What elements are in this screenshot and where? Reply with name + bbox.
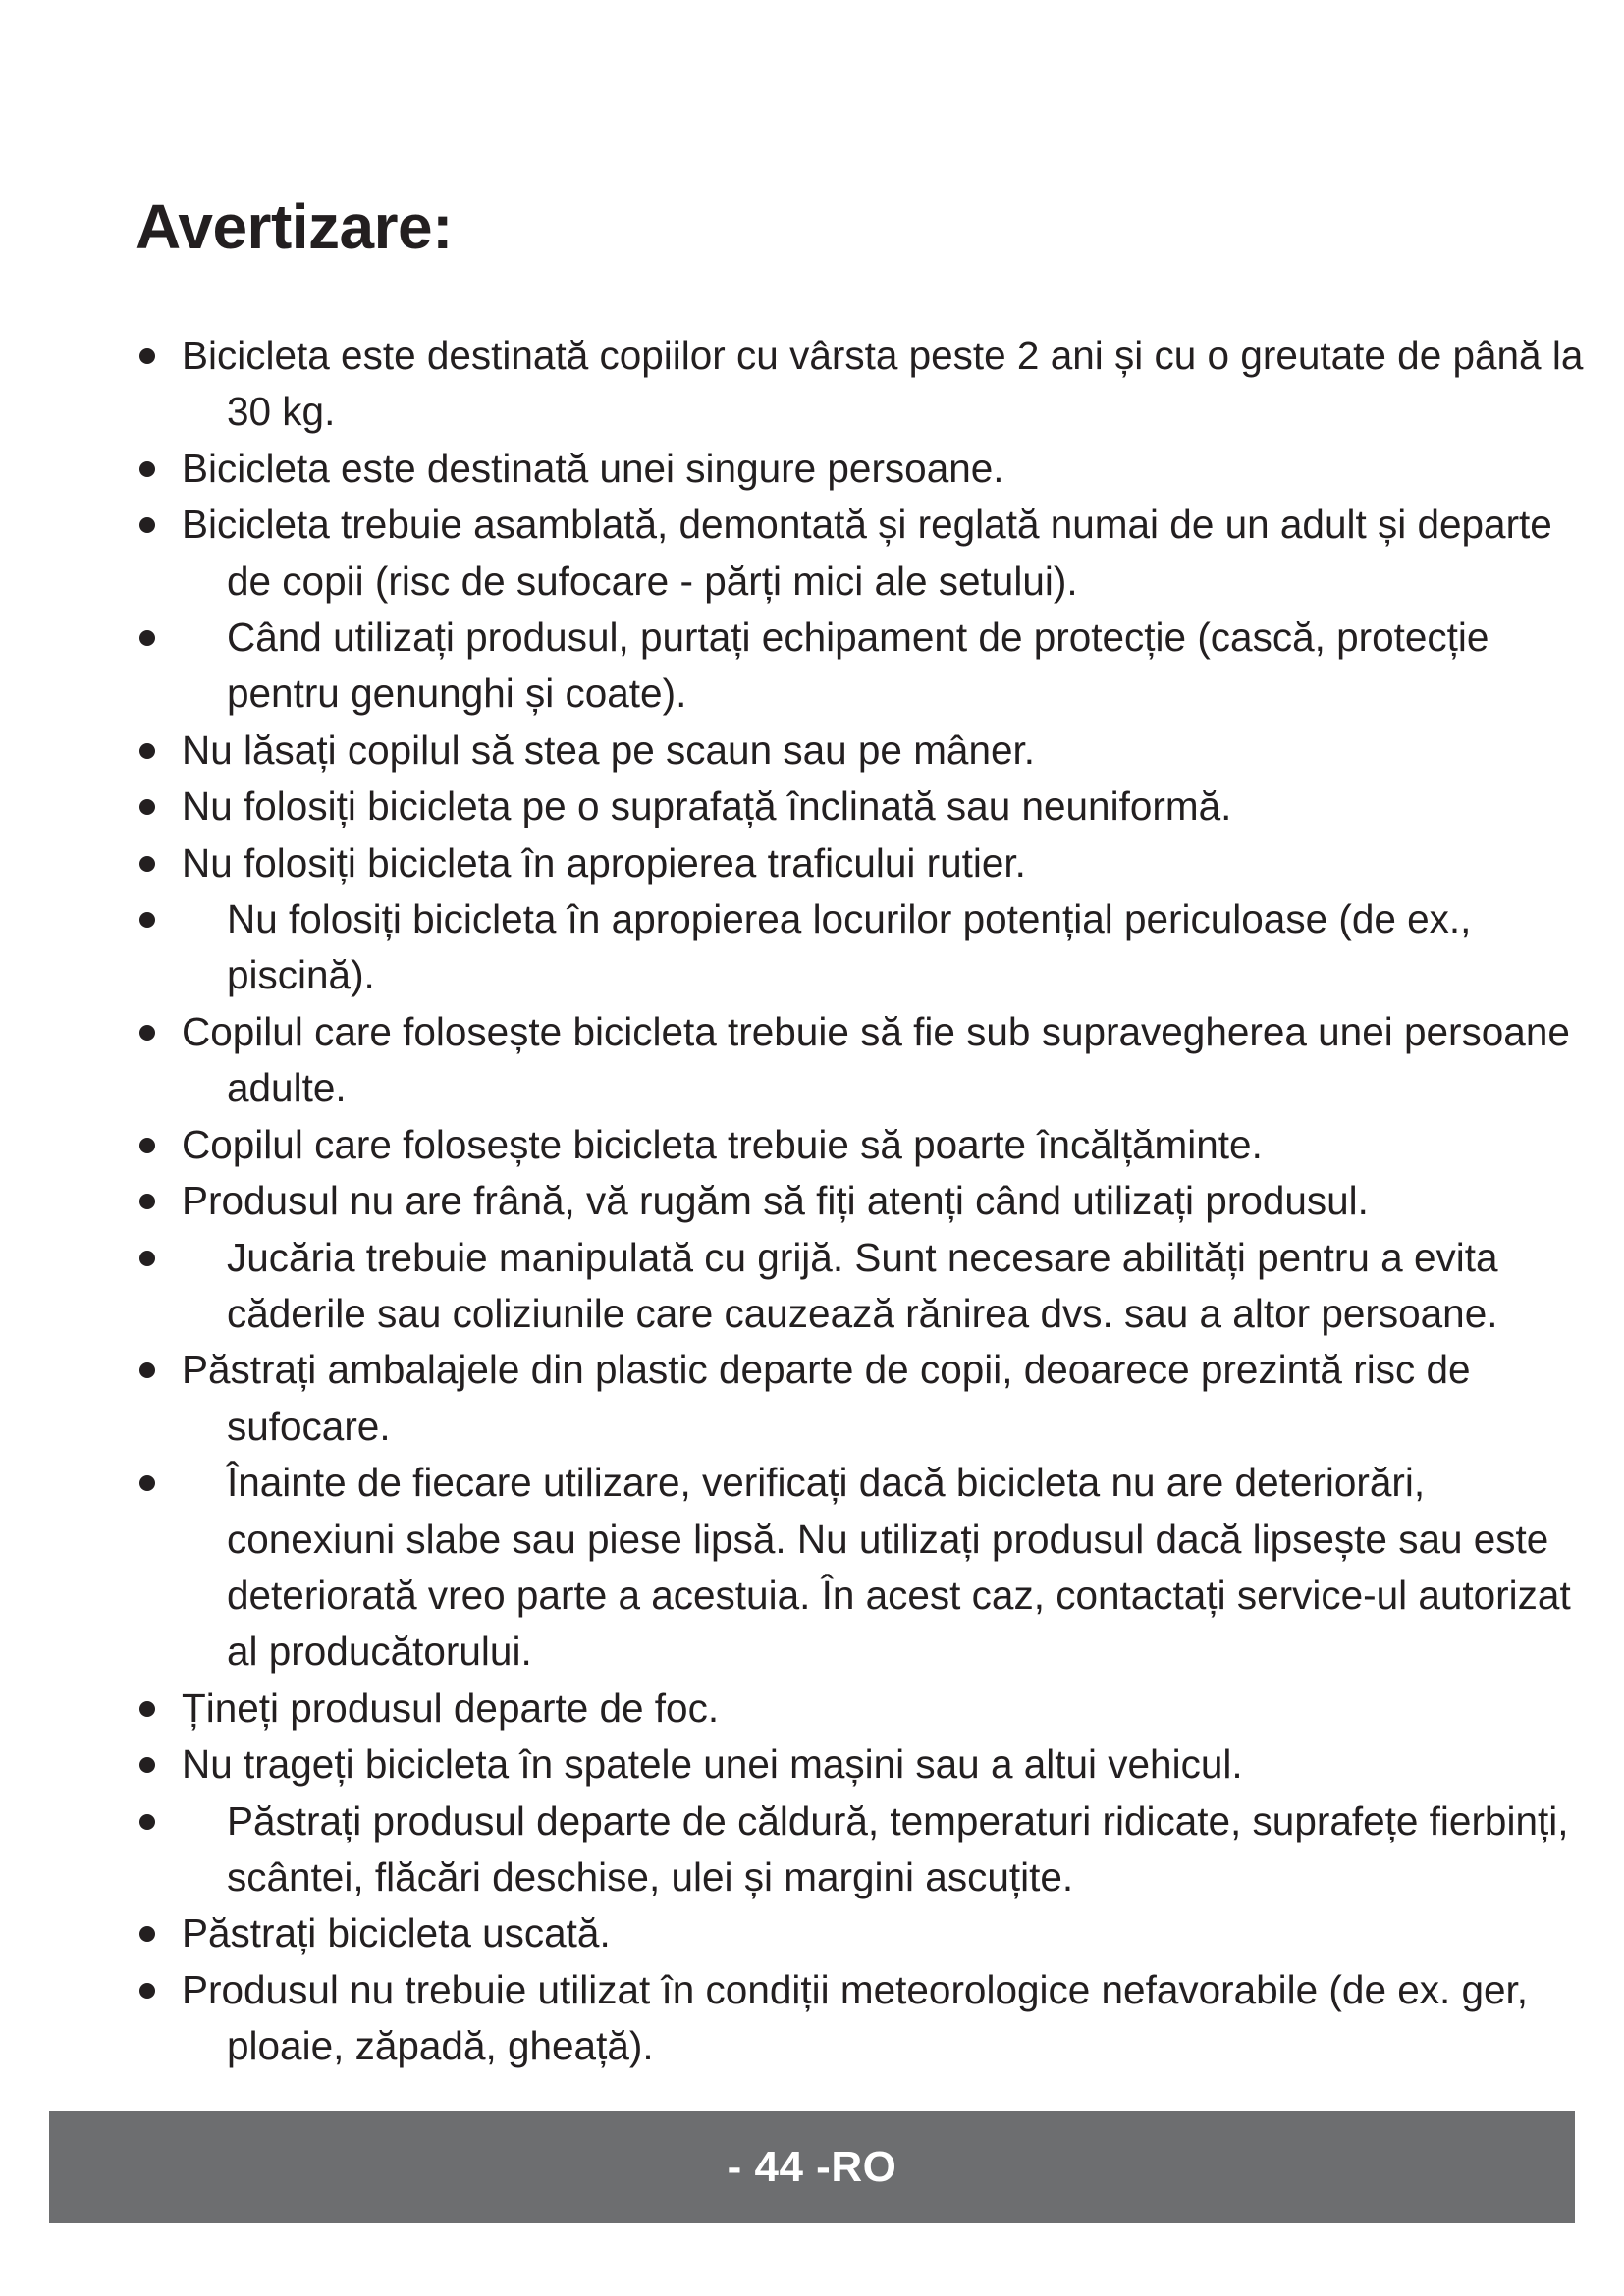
bullet-icon	[139, 1194, 155, 1209]
list-item	[135, 1230, 1589, 1343]
bullet-icon	[139, 630, 155, 646]
list-item	[135, 1736, 1589, 1792]
page-number: - 44 -RO	[727, 2143, 897, 2191]
list-item-text: Bicicleta este destinată copiilor cu vârsta peste 2 ani și cu o greutate de până la 30 kg.	[182, 333, 1584, 435]
list-item	[135, 328, 1589, 441]
list-item	[135, 835, 1589, 891]
list-item	[135, 1793, 1589, 1906]
list-item	[135, 1962, 1589, 2075]
bullet-icon	[139, 1983, 155, 1999]
bullet-icon	[139, 348, 155, 364]
bullet-icon	[139, 912, 155, 928]
list-item	[135, 722, 1589, 778]
bullet-icon	[139, 1251, 155, 1266]
list-item	[135, 1342, 1589, 1455]
bullet-icon	[139, 461, 155, 477]
list-item-text: Jucăria trebuie manipulată cu grijă. Sunt necesare abilități pentru a evita căderile sau coliziunile care cauzează rănirea dvs. sau a altor persoane.	[227, 1234, 1498, 1336]
list-item-text: Nu folosiți bicicleta pe o suprafață înclinată sau neuniformă.	[182, 783, 1232, 829]
list-item	[135, 1173, 1589, 1229]
list-item-text: Nu folosiți bicicleta în apropierea traficului rutier.	[182, 839, 1026, 885]
bullet-icon	[139, 1138, 155, 1153]
list-item-text: Copilul care folosește bicicleta trebuie să fie sub supravegherea unei persoane adulte.	[182, 1008, 1570, 1111]
list-item-text: Păstrați ambalajele din plastic departe de copii, deoarece prezintă risc de sufocare.	[182, 1347, 1471, 1449]
bullet-icon	[139, 856, 155, 872]
list-item	[135, 497, 1589, 610]
bullet-icon	[139, 1814, 155, 1830]
list-item-text: Nu lăsați copilul să stea pe scaun sau pe mâner.	[182, 726, 1036, 773]
bullet-icon	[139, 1025, 155, 1041]
warning-list	[135, 328, 1589, 2075]
list-item-text: Păstrați produsul departe de căldură, temperaturi ridicate, suprafețe fierbinți, scântei, flăcări deschise, ulei și margini ascuțite.	[227, 1797, 1569, 1899]
list-item	[135, 1905, 1589, 1961]
list-item-text: Produsul nu are frână, vă rugăm să fiți atenți când utilizați produsul.	[182, 1178, 1369, 1224]
list-item	[135, 1117, 1589, 1173]
list-item-text: Păstrați bicicleta uscată.	[182, 1910, 611, 1956]
bullet-icon	[139, 1701, 155, 1717]
bullet-icon	[139, 743, 155, 759]
list-item	[135, 778, 1589, 834]
list-item-text: Produsul nu trebuie utilizat în condiții meteorologice nefavorabile (de ex. ger, ploaie, zăpadă, gheață).	[182, 1966, 1529, 2069]
list-item-text: Copilul care folosește bicicleta trebuie să poarte încălțăminte.	[182, 1121, 1263, 1167]
list-item	[135, 891, 1589, 1004]
list-item	[135, 610, 1589, 722]
page-title: Avertizare:	[135, 191, 453, 262]
list-item-text: Nu trageți bicicleta în spatele unei mașini sau a altui vehicul.	[182, 1741, 1243, 1788]
list-item	[135, 441, 1589, 497]
list-item	[135, 1004, 1589, 1117]
list-item-text: Țineți produsul departe de foc.	[182, 1684, 720, 1731]
list-item-text: Înainte de fiecare utilizare, verificați dacă bicicleta nu are deteriorări, conexiuni slabe sau piese lipsă. Nu utilizați produsul dacă lipsește sau este deteriorată vreo parte a acestuia. În acest caz, contactați service-ul autorizat al producătorului.	[227, 1460, 1571, 1675]
list-item-text: Când utilizați produsul, purtați echipament de protecție (cască, protecție pentru genunghi și coate).	[227, 614, 1489, 717]
footer-bar	[49, 2111, 1575, 2223]
list-item-text: Bicicleta trebuie asamblată, demontată și reglată numai de un adult și departe de copii (risc de sufocare - părți mici ale setului).	[182, 502, 1552, 604]
list-item	[135, 1455, 1589, 1681]
bullet-icon	[139, 1475, 155, 1491]
list-item	[135, 1681, 1589, 1736]
list-item-text: Nu folosiți bicicleta în apropierea locurilor potențial periculoase (de ex., piscină).	[227, 896, 1472, 998]
list-item-text: Bicicleta este destinată unei singure persoane.	[182, 445, 1004, 491]
